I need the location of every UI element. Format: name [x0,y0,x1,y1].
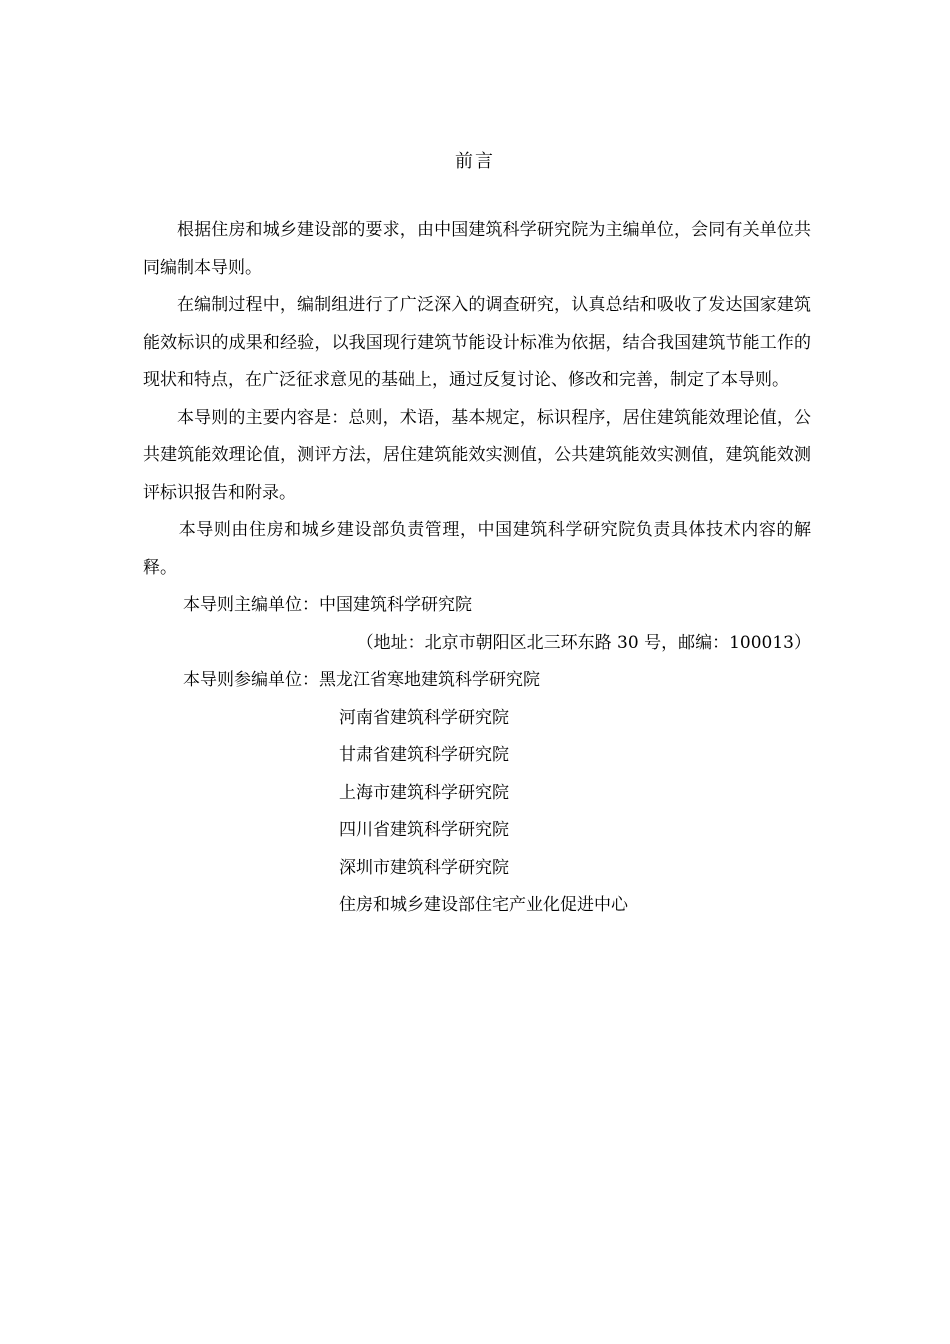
paragraph-intro: 根据住房和城乡建设部的要求，由中国建筑科学研究院为主编单位，会同有关单位共同编制本导则。 [143,220,811,278]
paragraph-management: 本导则由住房和城乡建设部负责管理，中国建筑科学研究院负责具体技术内容的解释。 [143,520,811,578]
participating-unit: 深圳市建筑科学研究院 [339,857,509,878]
participating-unit: 四川省建筑科学研究院 [339,820,509,840]
participating-unit: 上海市建筑科学研究院 [339,782,509,803]
page-title: 前言 [455,151,495,172]
participating-unit: 甘肃省建筑科学研究院 [339,745,509,765]
address-line: （地址：北京市朝阳区北三环东路 30 号，邮编：100013） [356,632,811,653]
chief-unit-line: 本导则主编单位：中国建筑科学研究院 [183,595,472,615]
participating-unit: 河南省建筑科学研究院 [339,707,509,728]
document-body [143,212,811,925]
participating-unit: 住房和城乡建设部住宅产业化促进中心 [339,895,628,915]
paragraph-process: 在编制过程中，编制组进行了广泛深入的调查研究，认真总结和吸收了发达国家建筑能效标识的成果和经验，以我国现行建筑节能设计标准为依据，结合我国建筑节能工作的现状和特点，在广泛征求意见的基础上，通过反复讨论、修改和完善，制定了本导则。 [143,295,811,390]
participating-units-label: 本导则参编单位：黑龙江省寒地建筑科学研究院 [183,670,540,690]
paragraph-contents: 本导则的主要内容是：总则，术语，基本规定，标识程序，居住建筑能效理论值，公共建筑能效理论值，测评方法，居住建筑能效实测值，公共建筑能效实测值，建筑能效测评标识报告和附录。 [143,407,811,503]
